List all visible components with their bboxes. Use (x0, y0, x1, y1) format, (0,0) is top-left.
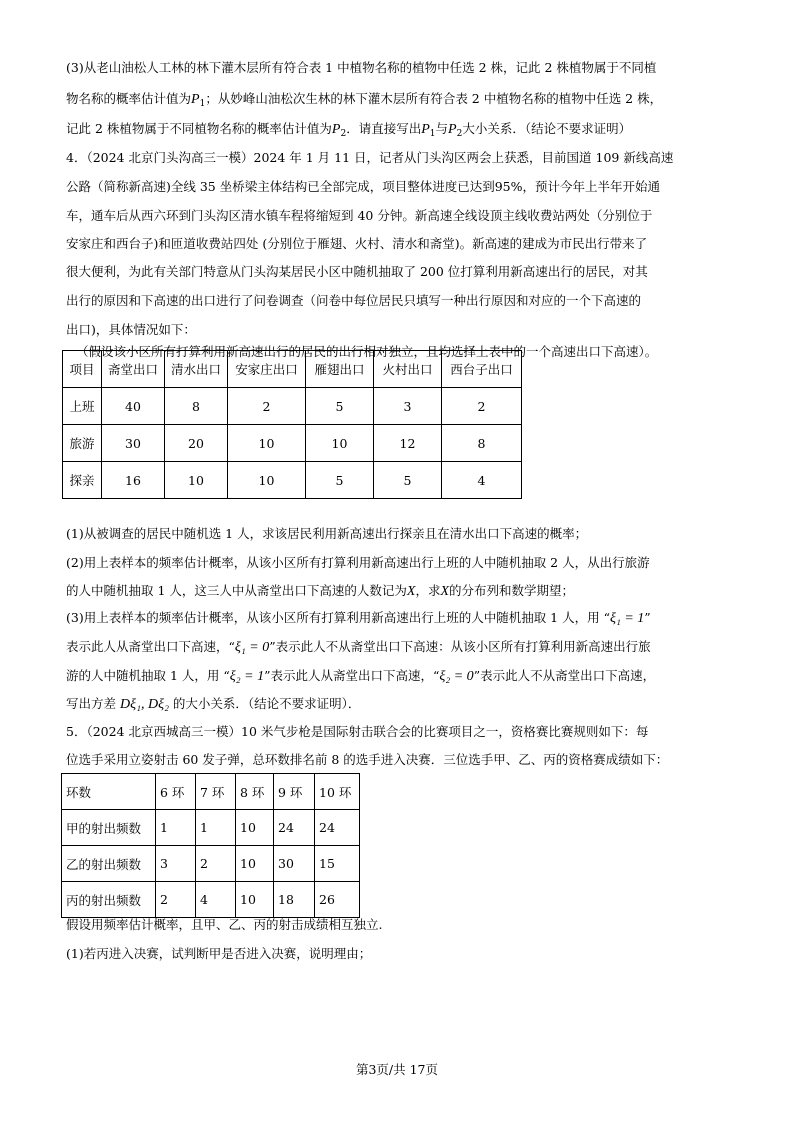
table-cell: 2 (196, 846, 236, 882)
table-cell: 20 (165, 425, 228, 462)
table-header-cell: 雁翅出口 (306, 351, 374, 388)
q4-survey-table (62, 350, 522, 499)
table-header-cell: 西台子出口 (442, 351, 522, 388)
table-header-cell: 项目 (63, 351, 102, 388)
prev-question-line: (3)从老山油松人工林的林下灌木层所有符合表 1 中植物名称的植物中任选 2 株，记此 2 株植物属于不同植 (66, 60, 657, 75)
table-cell: 10 (306, 425, 374, 462)
q5-stem-line: 位选手采用立姿射击 60 发子弹，总环数排名前 8 的选手进入决赛．三位选手甲、乙、丙的资格赛成绩如下： (66, 752, 669, 767)
table-header-row (63, 351, 522, 388)
table-cell: 4 (442, 462, 522, 499)
q4-stem-line: 出口)，具体情况如下： (66, 322, 196, 337)
q4-sub-question-2: (2)用上表样本的频率估计概率，从该小区所有打算利用新高速出行上班的人中随机抽取 2 人，从出行旅游 (66, 555, 650, 570)
table-cell: 甲的射出频数 (62, 810, 156, 846)
table-header-cell: 10 环 (315, 774, 360, 810)
table-cell: 3 (374, 388, 442, 425)
table-cell: 30 (102, 425, 165, 462)
table-header-cell: 9 环 (274, 774, 315, 810)
q4-sub-question-1: (1)从被调查的居民中随机选 1 人，求该居民利用新高速出行探亲且在清水出口下高速的概率； (66, 526, 588, 541)
page-footer: 第3页/共 17页 (355, 1062, 439, 1077)
table-cell: 探亲 (63, 462, 102, 499)
table-cell: 丙的射出频数 (62, 882, 156, 918)
table-header-cell: 环数 (62, 774, 156, 810)
table-cell: 乙的射出频数 (62, 846, 156, 882)
q5-assumption: 假设用频率估计概率，且甲、乙、丙的射击成绩相互独立. (66, 917, 383, 932)
q4-sub-question-2: 的人中随机抽取 1 人，这三人中从斋堂出口下高速的人数记为X，求X的分布列和数学期望； (66, 583, 575, 599)
table-cell: 2 (228, 388, 306, 425)
q5-shooting-table (61, 773, 360, 918)
q4-stem-line: 公路（简称新高速)全线 35 坐桥梁主体结构已全部完成，项目整体进度已达到95%，预计今年上半年开始通 (66, 179, 661, 194)
table-cell: 24 (315, 810, 360, 846)
table-cell: 8 (165, 388, 228, 425)
q4-sub-question-3: 表示此人从斋堂出口下高速，“ξ₁ = 0”表示此人不从斋堂出口下高速：从该小区所有打算利用新高速出行旅 (66, 639, 651, 655)
table-cell: 5 (374, 462, 442, 499)
prev-question-line: 记此 2 株植物属于不同植物名称的概率估计值为$P_2$．请直接写出$P_1$与$P_2$大小关系．（结论不要求证明） (66, 121, 632, 139)
table-row (62, 810, 360, 846)
table-cell: 10 (236, 846, 274, 882)
table-cell: 8 (442, 425, 522, 462)
q4-assumption: （假设该小区所有打算利用新高速出行的居民的出行相对独立，且均选择上表中的一个高速出口下高速）。 (76, 344, 658, 359)
q4-stem-line: 很大便利，为此有关部门特意从门头沟某居民小区中随机抽取了 200 位打算利用新高速出行的居民，对其 (66, 264, 648, 279)
table-header-cell: 安家庄出口 (228, 351, 306, 388)
table-row (63, 425, 522, 462)
table-cell: 3 (156, 846, 196, 882)
q4-stem-line: 出行的原因和下高速的出口进行了问卷调查（问卷中每位居民只填写一种出行原因和对应的一个下高速的 (66, 293, 642, 308)
table-cell: 1 (196, 810, 236, 846)
table-cell: 4 (196, 882, 236, 918)
table-header-cell: 7 环 (196, 774, 236, 810)
table-header-cell: 清水出口 (165, 351, 228, 388)
q4-stem-line: 4．（2024 北京门头沟高三一模）2024 年 1 月 11 日，记者从门头沟区两会上获悉，目前国道 109 新线高速 (66, 150, 674, 165)
table-row (63, 388, 522, 425)
table-cell: 10 (228, 425, 306, 462)
q5-stem-line: 5．（2024 北京西城高三一模）10 米气步枪是国际射击联合会的比赛项目之一，资格赛比赛规则如下：每 (66, 724, 649, 739)
table-cell: 2 (156, 882, 196, 918)
table-cell: 1 (156, 810, 196, 846)
table-cell: 16 (102, 462, 165, 499)
table-cell: 5 (306, 462, 374, 499)
q4-stem-line: 车，通车后从西六环到门头沟区清水镇车程将缩短到 40 分钟。新高速全线设顶主线收费站两处（分别位于 (66, 208, 653, 223)
q5-sub-question-1: (1)若丙进入决赛，试判断甲是否进入决赛，说明理由； (66, 946, 372, 961)
q4-sub-question-3: 游的人中随机抽取 1 人，用 “ξ₂ = 1”表示此人从斋堂出口下高速，“ξ₂ = 0”表示此人不从斋堂出口下高速， (66, 668, 656, 684)
prev-question-line: 物名称的概率估计值为$P_1$；从妙峰山油松次生林的林下灌木层所有符合表 2 中植物名称的植物中任选 2 株， (66, 91, 663, 109)
table-header-cell: 8 环 (236, 774, 274, 810)
table-cell: 30 (274, 846, 315, 882)
q4-stem-line: 安家庄和西台子)和匝道收费站四处 (分别位于雁翅、火村、清水和斋堂)。新高速的建成为市民出行带来了 (66, 236, 648, 251)
table-cell: 10 (228, 462, 306, 499)
table-cell: 10 (236, 810, 274, 846)
table-cell: 10 (165, 462, 228, 499)
table-cell: 5 (306, 388, 374, 425)
table-header-cell: 斋堂出口 (102, 351, 165, 388)
table-cell: 18 (274, 882, 315, 918)
table-cell: 15 (315, 846, 360, 882)
table-row (62, 846, 360, 882)
q4-sub-question-3: (3)用上表样本的频率估计概率，从该小区所有打算利用新高速出行上班的人中随机抽取 1 人，用 “ξ₁ = 1” (66, 610, 651, 626)
table-cell: 26 (315, 882, 360, 918)
table-header-cell: 火村出口 (374, 351, 442, 388)
table-header-cell: 6 环 (156, 774, 196, 810)
table-cell: 12 (374, 425, 442, 462)
q4-sub-question-3: 写出方差 Dξ₁, Dξ₂ 的大小关系．（结论不要求证明）． (66, 696, 361, 712)
table-cell: 上班 (63, 388, 102, 425)
table-header-row (62, 774, 360, 810)
table-cell: 40 (102, 388, 165, 425)
table-cell: 24 (274, 810, 315, 846)
table-cell: 旅游 (63, 425, 102, 462)
table-row (63, 462, 522, 499)
table-cell: 10 (236, 882, 274, 918)
table-cell: 2 (442, 388, 522, 425)
